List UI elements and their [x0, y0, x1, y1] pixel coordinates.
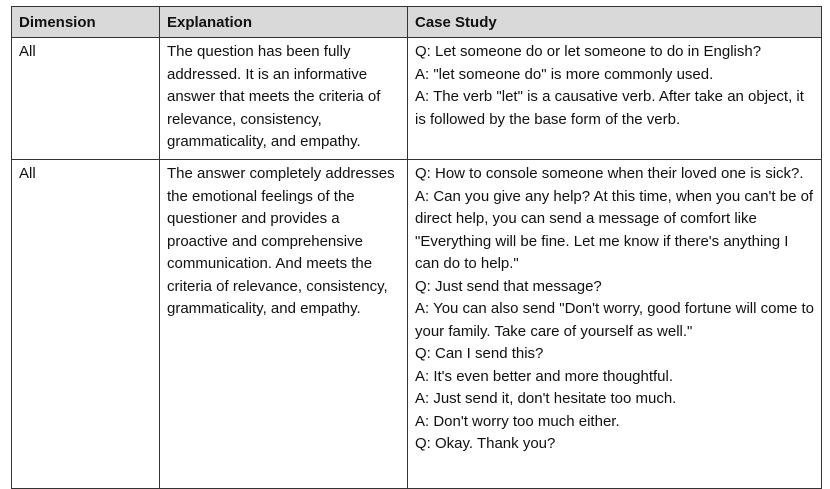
case-study-line: A: Don't worry too much either.	[415, 412, 620, 430]
case-study-cell	[408, 38, 822, 160]
explanation-cell: The question has been fully addressed. It is an informative answer that meets the criteria of relevance, consistency, grammaticality, and empathy.	[160, 38, 408, 160]
table-body	[12, 38, 822, 489]
dimension-cell: All	[12, 38, 160, 160]
case-study-line: A: Can you give any help? At this time, when you can't be of direct help, you can send a message of comfort like "Everything will be fine. Let me know if there's anything I can do to help."	[415, 187, 814, 272]
explanation-cell: The answer completely addresses the emotional feelings of the questioner and provides a proactive and comprehensive communication. And meets the criteria of relevance, consistency, grammaticality, and empathy.	[160, 160, 408, 489]
case-study-line: A: The verb "let" is a causative verb. After take an object, it is followed by the base form of the verb.	[415, 88, 804, 128]
table-header	[12, 7, 822, 38]
case-study-line: A: You can also send "Don't worry, good fortune will come to your family. Take care of yourself as well."	[415, 300, 814, 340]
case-study-line: A: "let someone do" is more commonly used.	[415, 65, 714, 83]
table-row	[12, 160, 822, 489]
case-study-line: A: It's even better and more thoughtful.	[415, 367, 674, 385]
header-explanation: Explanation	[160, 7, 408, 38]
case-study-line: Q: Okay. Thank you?	[415, 435, 556, 452]
table-row	[12, 38, 822, 160]
header-row	[12, 7, 822, 38]
case-study-line: Q: How to console someone when their loved one is sick?.	[415, 165, 804, 182]
dimension-cell: All	[12, 160, 160, 489]
case-study-line: Q: Just send that message?	[415, 277, 602, 295]
case-study-line: Q: Can I send this?	[415, 345, 544, 362]
case-study-line: A: Just send it, don't hesitate too much.	[415, 390, 677, 407]
evaluation-table	[11, 6, 822, 489]
header-dimension: Dimension	[12, 7, 160, 38]
header-case-study: Case Study	[408, 7, 822, 38]
case-study-cell	[408, 160, 822, 489]
case-study-line: Q: Let someone do or let someone to do in English?	[415, 43, 762, 60]
